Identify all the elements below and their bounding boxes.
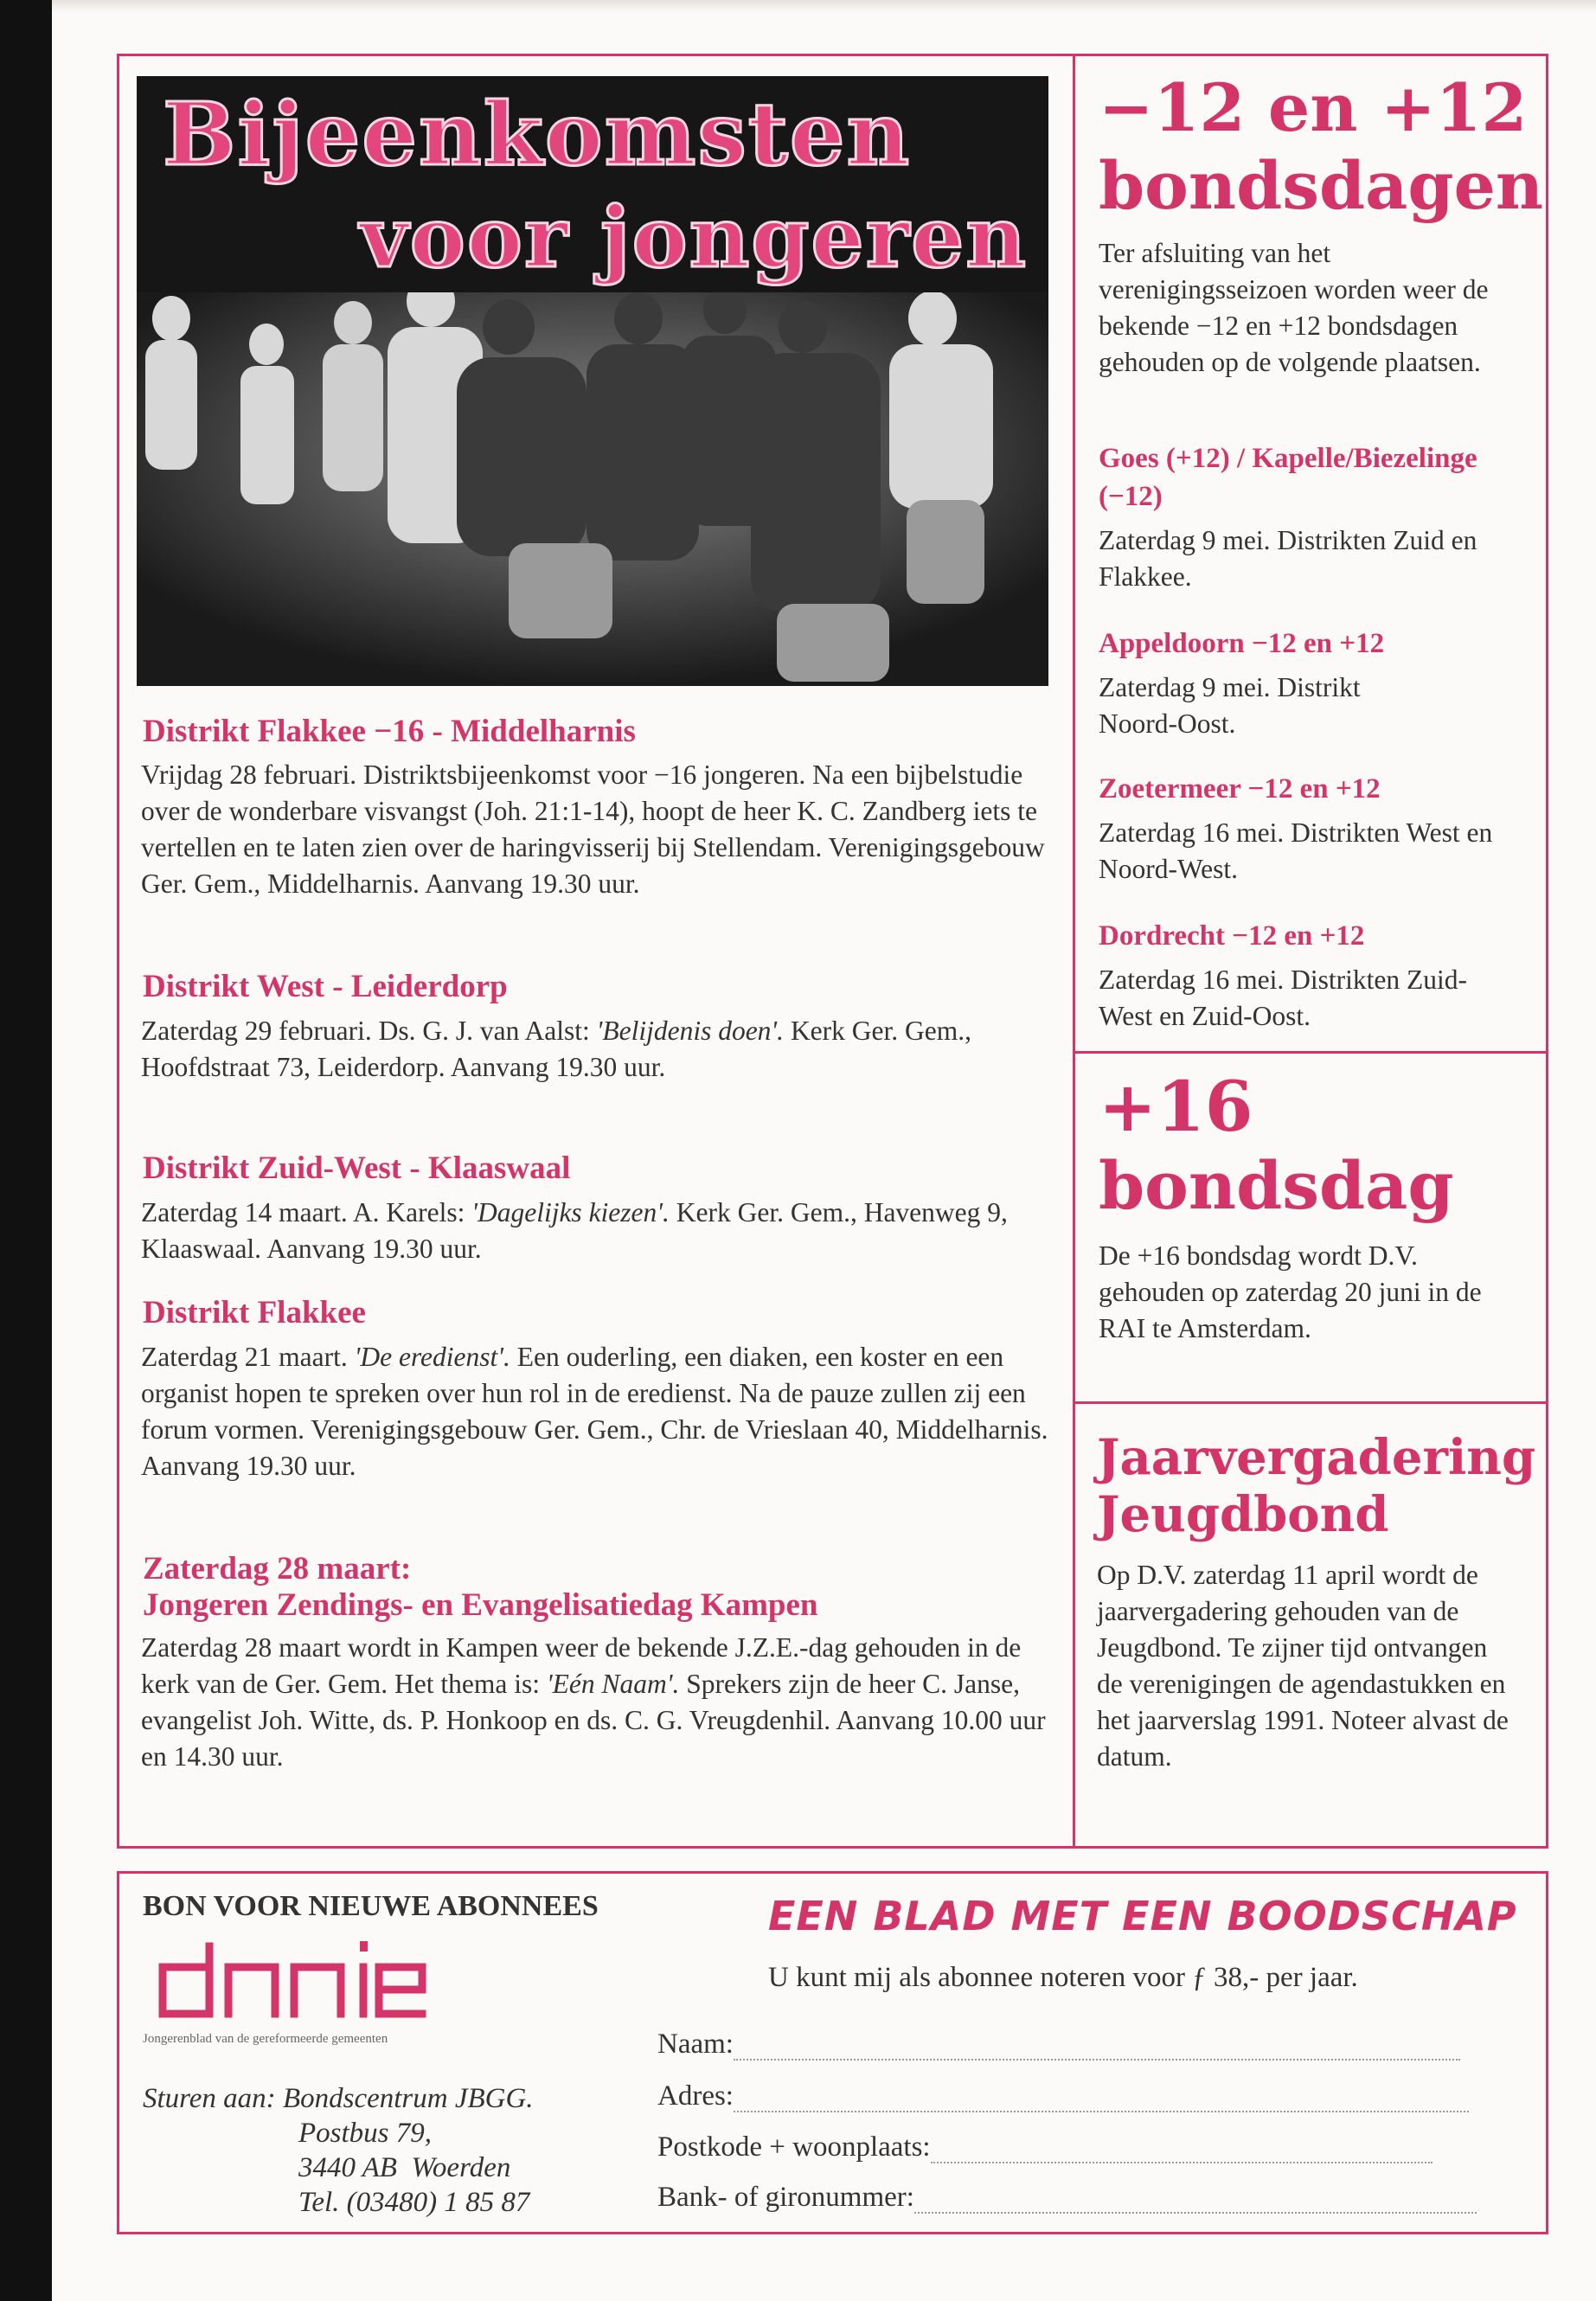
entry-goes-heading: Goes (+12) / Kapelle/Biezelinge (−12) [1099, 443, 1477, 512]
field-address[interactable] [657, 2080, 1505, 2112]
plus16-title-line2: bondsdag [1099, 1147, 1454, 1224]
address-line-1: Postbus 79, [298, 2118, 433, 2149]
plus16-text: De +16 bondsdag wordt D.V. gehouden op zaterdag 20 juni in de RAI te Amsterdam. [1099, 1240, 1482, 1343]
bondsdagen-title-line2: bondsdagen [1099, 147, 1544, 224]
field-bank[interactable] [657, 2182, 1505, 2214]
field-name[interactable] [657, 2029, 1505, 2061]
scan-top-shade [52, 0, 1596, 12]
address-line-3: Tel. (03480) 1 85 87 [298, 2187, 530, 2218]
logo-subtitle: Jongerenblad van de gereformeerde gemeenten [143, 2032, 388, 2046]
field-postcode-label: Postkode + woonplaats: [657, 2131, 931, 2163]
column-divider [1073, 54, 1075, 1849]
entry-dordrecht-heading: Dordrecht −12 en +12 [1099, 920, 1365, 952]
plus16-title-line1: +16 [1099, 1066, 1253, 1147]
entry-goes-text: Zaterdag 9 mei. Distrikten Zuid en Flakkee. [1099, 525, 1477, 592]
jaarvergadering-title-line2: Jeugdbond [1097, 1486, 1389, 1543]
field-postcode[interactable] [657, 2131, 1505, 2163]
field-bank-label: Bank- of gironummer: [657, 2182, 914, 2213]
field-name-label: Naam: [657, 2029, 734, 2060]
entry-appeldoorn-heading: Appeldoorn −12 en +12 [1099, 628, 1385, 659]
event-photo [137, 76, 1048, 686]
scan-edge-bar [0, 0, 52, 2301]
jaarvergadering-text: Op D.V. zaterdag 11 april wordt de jaarvergadering gehouden van de Jeugdbond. Te zijner tijd ontvangen de verenigingen de agendastukken en het jaarverslag 1991. Noteer alvast de datum. [1097, 1560, 1509, 1772]
heading-flakkee-16: Distrikt Flakkee −16 - Middelharnis [143, 714, 636, 749]
entry-appeldoorn-text: Zaterdag 9 mei. Distrikt Noord-Oost. [1099, 672, 1361, 739]
bon-title: BON VOOR NIEUWE ABONNEES [143, 1890, 599, 1922]
bondsdagen-title-line1: −12 en +12 [1099, 69, 1528, 146]
subscribe-text: U kunt mij als abonnee noteren voor ƒ 38,- per jaar. [768, 1962, 1358, 1993]
entry-zoetermeer-heading: Zoetermeer −12 en +12 [1099, 773, 1381, 804]
heading-west-leiderdorp: Distrikt West - Leiderdorp [143, 969, 508, 1004]
field-bank-line[interactable] [914, 2188, 1477, 2214]
slogan: EEN BLAD MET EEN BOODSCHAP [768, 1893, 1517, 1939]
text-flakkee-16: Vrijdag 28 februari. Distriktsbijeenkomst voor −16 jongeren. Na een bijbelstudie over de wonderbare visvangst (Joh. 21:1-14), hoopt de heer K. C. Zandberg iets te vertellen en te laten zien over de haringvisserij bij Stellendam. Verenigingsgebouw Ger. Gem., Middelharnis. Aanvang 19.30 uur. [141, 760, 1045, 899]
divider-right-2 [1073, 1401, 1548, 1404]
daniel-logo-mark [147, 1929, 433, 2024]
send-label: Sturen aan: Bondscentrum JBGG. [143, 2083, 534, 2114]
address-line-2: 3440 AB Woerden [298, 2152, 511, 2183]
heading-zuidwest-klaaswaal: Distrikt Zuid-West - Klaaswaal [143, 1150, 571, 1186]
divider-right-1 [1073, 1051, 1548, 1054]
heading-jze-line2: Jongeren Zendings- en Evangelisatiedag Kampen [143, 1587, 818, 1623]
field-name-line[interactable] [734, 2035, 1460, 2061]
heading-flakkee: Distrikt Flakkee [143, 1295, 366, 1330]
daniel-logo [147, 1929, 433, 2024]
crowd-image [137, 292, 1048, 686]
photo-title-line2: voor jongeren [360, 189, 1029, 286]
field-address-line[interactable] [734, 2086, 1469, 2112]
bondsdagen-intro: Ter afsluiting van het verenigingsseizoen worden weer de bekende −12 en +12 bondsdagen gehouden op de volgende plaatsen. [1099, 238, 1489, 377]
field-postcode-line[interactable] [931, 2138, 1433, 2163]
entry-zoetermeer-text: Zaterdag 16 mei. Distrikten West en Noord-West. [1099, 817, 1493, 884]
text-flakkee: Zaterdag 21 maart. 'De eredienst'. Een ouderling, een diaken, een koster en een organist hopen te spreken over hun rol in de eredienst. Na de pauze zullen zij een forum vormen. Verenigingsgebouw Ger. Gem., Chr. de Vrieslaan 40, Middelharnis. Aanvang 19.30 uur. [141, 1342, 1048, 1481]
entry-dordrecht-text: Zaterdag 16 mei. Distrikten Zuid-West en Zuid-Oost. [1099, 965, 1468, 1031]
text-west-leiderdorp: Zaterdag 29 februari. Ds. G. J. van Aalst: 'Belijdenis doen'. Kerk Ger. Gem., Hoofdstraat 73, Leiderdorp. Aanvang 19.30 uur. [141, 1016, 971, 1082]
photo-title-line1: Bijeenkomsten [163, 83, 912, 185]
field-address-label: Adres: [657, 2080, 734, 2112]
text-jze: Zaterdag 28 maart wordt in Kampen weer de bekende J.Z.E.-dag gehouden in de kerk van de Ger. Gem. Het thema is: 'Eén Naam'. Sprekers zijn de heer C. Janse, evangelist Joh. Witte, ds. P. Honkoop en ds. C. G. Vreugdenhil. Aanvang 10.00 uur en 14.30 uur. [141, 1632, 1046, 1772]
jaarvergadering-title-line1: Jaarvergadering [1097, 1429, 1536, 1486]
text-zuidwest-klaaswaal: Zaterdag 14 maart. A. Karels: 'Dagelijks kiezen'. Kerk Ger. Gem., Havenweg 9, Klaaswaal. Aanvang 19.30 uur. [141, 1197, 1008, 1264]
heading-jze-line1: Zaterdag 28 maart: [143, 1551, 412, 1586]
